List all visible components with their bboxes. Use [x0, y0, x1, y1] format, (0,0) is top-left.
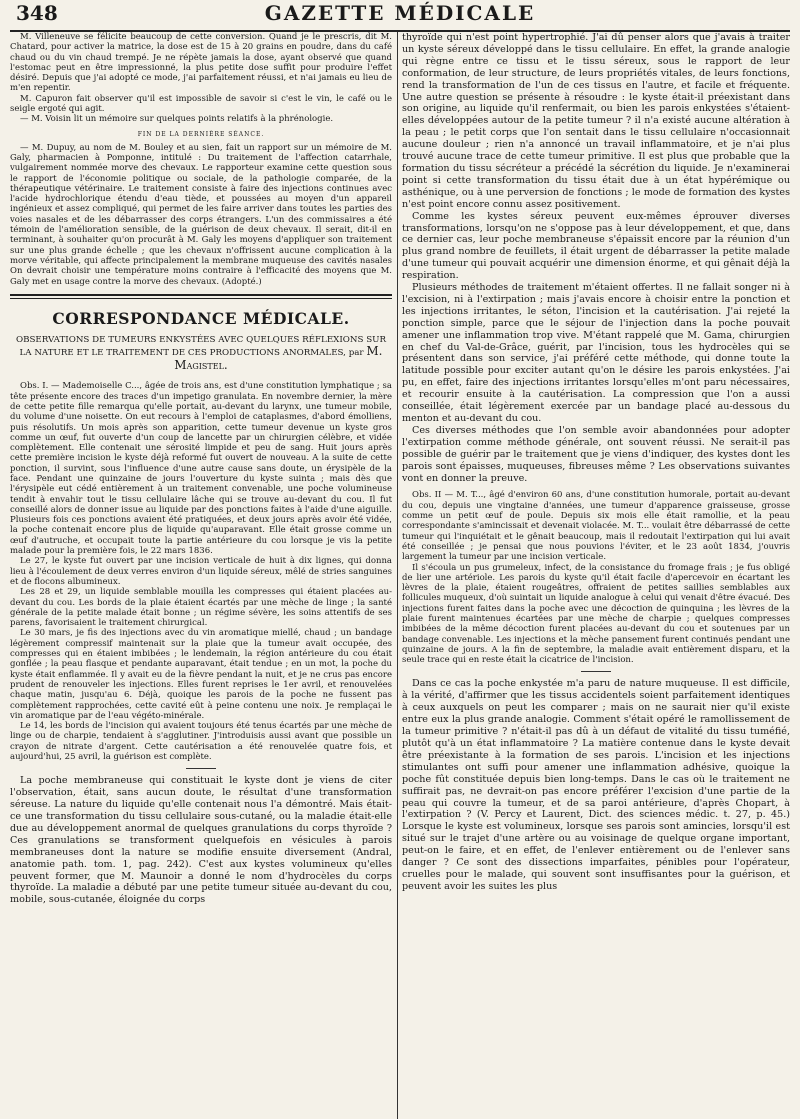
paragraph: Comme les kystes séreux peuvent eux-mêmes éprouver diverses transformations, lorsqu'on ne s'oppose pas à leur développement, et que, dans ce dernier cas, leur poche membraneuse s'épaissit encore par la réunion d'un plus grand nombre de feuillets, il était urgent de débarrasser la petite malade d'une tumeur qui pouvait acquérir une dimension énorme, et qui gênait déjà la respiration.	[402, 210, 790, 282]
columns	[10, 32, 790, 1119]
paragraph: La poche membraneuse qui constituait le kyste dont je viens de citer l'observation, était, sans aucun doute, le résultat d'une transformation séreuse. La nature du liquide qu'elle contenait nous l'a démontré. Mais était-ce une transformation du tissu cellulaire sous-cutané, ou la maladie était-elle due au développement anormal de quelques granulations du corps thyroïde ? Ces granulations se transforment quelquefois en vésicules à parois membraneuses dont la nature se modifie ensuite diversement (Andral, anatomie path. tom. 1, pag. 242). C'est aux kystes volumineux qu'elles peuvent former, que M. Maunoir a donné le nom d'hydrocèles du corps thyroïde. La maladie a débuté par une petite tumeur située au-devant du cou, mobile, sous-cutanée, éloignée du corps	[10, 775, 392, 906]
paragraph: Le 30 mars, je fis des injections avec du vin aromatique miellé, chaud ; un bandage légèrement compressif maintenait sur la plaie que la tumeur avait occupée, des compresses qui en étaient imbibées ; le lendemain, la région antérieure du cou était gonflée ; la peau flasque et pendante auparavant, était tendue ; en un mot, la poche du kyste était enflammée. Il y avait eu de la fièvre pendant la nuit, et je ne crus pas encore prudent de renouveler les injections. Elles furent reprises le 1er avril, et renouvelées chaque matin, jusqu'au 6. Déjà, quoique les parois de la poche ne fussent pas complètement rapprochées, cette cavité eût à peine contenu une noix. Je remplaçai le vin aromatique par de l'eau végéto-minérale.	[10, 628, 392, 721]
right-column	[402, 32, 790, 1119]
paragraph: Obs. I. — Mademoiselle C..., âgée de trois ans, est d'une constitution lymphatique ; sa tête présente encore des traces d'un impetigo granulata. En novembre dernier, la mère de cette petite fille remarqua qu'elle portait, au-devant du larynx, une tumeur mobile, du volume d'une noisette. On eut recours à l'emploi de cataplasmes, d'abord émolliens, puis résolutifs. Un mois après son apparition, cette tumeur devenue un kyste gros comme un œuf, fut ouverte d'un coup de lancette par un chirurgien célèbre, et vidée complètement. Elle contenait une sérosité limpide et peu de sang. Huit jours après cette première incision le kyste déjà reformé fut ouvert de nouveau. A la suite de cette ponction, il survint, sous l'influence d'une autre cause sans doute, un érysipèle de la face. Pendant une quinzaine de jours l'ouverture du kyste suinta ; mais dès que l'érysipèle eut cédé entièrement à un traitement convenable, une poche volumineuse tendit à envahir tout le tissu cellulaire lâche qui se trouve au-devant du cou. Il fut conseillé alors de donner issue au liquide par des ponctions faites à l'aide d'une aiguille. Plusieurs fois ces ponctions avaient été pratiquées, et deux jours après avoir été vidée, la poche contenait encore plus de liquide qu'auparavant. Elle était grosse comme un œuf d'autruche, et occupait toute la partie antérieure du cou lorsque je vis la petite malade pour la première fois, le 22 mars 1836.	[10, 381, 392, 557]
article-title-text: OBSERVATIONS DE TUMEURS ENKYSTÉES AVEC QUELQUES RÉFLEXIONS SUR LA NATURE ET LE TRAITEMENT DE CES PRODUCTIONS ANORMALES, par	[15, 334, 387, 359]
paragraph: M. Villeneuve se félicite beaucoup de cette conversion. Quand je le prescris, dit M. Chatard, pour activer la matrice, la dose est de 15 à 20 grains en poudre, dans du café chaud ou du vin chaud trempé. Je ne répète jamais la dose, ayant observé que quand l'estomac peut en être impressionné, la plus petite dose suffit pour produire l'effet désiré. Depuis que j'ai adopté ce mode, j'ai parfaitement réussi, et n'ai jamais eu lieu de m'en repentir.	[10, 32, 392, 94]
paragraph: Il s'écoula un pus grumeleux, infect, de la consistance du fromage frais ; je fus obligé de lier une artériole. Les parois du kyste qu'il était facile d'apercevoir en écartant les lèvres de la plaie, étaient rougeâtres, offraient de petites saillies semblables aux follicules muqueux, d'où suintait un liquide analogue à celui qui venait d'être évacué. Des injections furent faites dans la poche avec une décoction de quinquina ; les lèvres de la plaie furent maintenues écartées par une mèche de charpie ; quelques compresses imbibées de la même décoction furent placées au-devant du cou et soutenues par un bandage convenable. Les injections et la mèche pansement furent continués pendant une quinzaine de jours. A la fin de septembre, la maladie avait entièrement disparu, et la seule trace qui en reste était la cicatrice de l'incision.	[402, 562, 790, 666]
column-divider	[397, 32, 398, 1119]
paragraph: Ces diverses méthodes que l'on semble avoir abandonnées pour adopter l'extirpation comme méthode générale, ont souvent réussi. Ne serait-il pas possible de guérir par le traitement que je viens d'indiquer, des kystes dont les parois sont épaisses, muqueuses, fibreuses même ? Les observations suivantes vont en donner la preuve.	[402, 424, 790, 484]
section-title: CORRESPONDANCE MÉDICALE.	[52, 308, 350, 328]
section-rule	[10, 298, 392, 299]
paragraph: — M. Voisin lit un mémoire sur quelques points relatifs à la phrénologie.	[20, 114, 334, 125]
divider	[581, 671, 611, 672]
paragraph: Plusieurs méthodes de traitement m'étaient offertes. Il ne fallait songer ni à l'excision, ni à l'extirpation ; mais j'avais encore à choisir entre la ponction et les injections irritantes, le séton, l'incision et la cautérisation. J'ai rejeté la ponction simple, parce que le séjour de l'injection dans la poche pouvait amener une inflammation trop vive. M'étant rappelé que M. Gama, chirurgien en chef du Val-de-Grâce, guérit, par l'incision, tous les hydrocèles qui se présentent dans son service, j'ai préféré cette méthode, qui donne toute la latitude possible pour exciter autant qu'on le désire les parois enkystées. J'ai pu, en effet, faire des injections irritantes lorsqu'elles m'ont paru nécessaires, et recourir ensuite à la cautérisation. La compression que l'on a aussi conseillée, était légèrement exercée par un bandage placé au-dessous du menton et au-devant du cou.	[402, 282, 790, 424]
paragraph: Obs. II — M. T..., âgé d'environ 60 ans, d'une constitution humorale, portait au-devant du cou, depuis une vingtaine d'années, une tumeur d'apparence graisseuse, grosse comme un petit œuf de poule. Depuis six mois elle était ramollie, et la peau correspondante s'amincissait et devenait violacée. M. T... voulait être débarrassé de cette tumeur qui l'inquiétait et le gênait beaucoup, mais il redoutait l'extirpation qui lui avait été conseillée ; je pensai que nous pouvions l'éviter, et le 23 août 1834, j'ouvris largement la tumeur par une incision verticale.	[402, 490, 790, 563]
paragraph: M. Capuron fait observer qu'il est impossible de savoir si c'est le vin, le café ou le seigle ergoté qui agit.	[10, 93, 392, 115]
paragraph: Le 27, le kyste fut ouvert par une incision verticale de huit à dix lignes, qui donna lieu à l'écoulement de deux verres environ d'un liquide séreux, mêlé de stries sanguines et de flocons albumineux.	[10, 556, 392, 587]
paragraph: Les 28 et 29, un liquide semblable mouilla les compresses qui étaient placées au-devant du cou. Les bords de la plaie étaient écartés par une mèche de linge ; la santé générale de la petite malade était bonne ; un régime sévère, les soins attentifs de ses parens, favorisaient le traitement chirurgical.	[10, 587, 392, 629]
section-rule	[10, 294, 392, 296]
paragraph: Le 14, les bords de l'incision qui avaient toujours été tenus écartés par une mèche de linge ou de charpie, tendaient à s'agglutiner. J'introduisis aussi avant que possible un crayon de nitrate d'argent. Cette cautérisation a été renouvelée quatre fois, et aujourd'hui, 25 avril, la guérison est complète.	[10, 721, 392, 763]
paragraph: Dans ce cas la poche enkystée m'a paru de nature muqueuse. Il est difficile, à la vérité, d'affirmer que les tissus accidentels soient parfaitement identiques à ceux auxquels on peut les comparer ; mais on ne saurait nier qu'il existe entre eux la plus grande analogie. Comment s'était opéré le ramollissement de la tumeur primitive ? n'était-il pas dû à un défaut de vitalité du tissu tuméfié, plutôt qu'à un état inflammatoire ? La matière contenue dans le kyste devait être préexistante à la formation de ses parois. L'incision et les injections stimulantes ont suffi pour amener une inflammation adhésive, quoique la poche fût constituée depuis bien long-temps. Dans le cas où le traitement ne suffirait pas, ne devrait-on pas encore préférer l'excision d'une partie de la peau qui couvre la tumeur, et de sa paroi antérieure, d'après Chopart, à l'extirpation ? (V. Percy et Laurent, Dict. des sciences médic. t. 27, p. 45.) Lorsque le kyste est volumineux, lorsque ses parois sont amincies, lorsqu'il est situé sur le trajet d'une artère ou au voisinage de quelque organe important, peut-on le faire, et en effet, de l'enlever entièrement ou de l'enlever sans danger ? Ce sont des dissections imparfaites, pénibles pour l'opérateur, cruelles pour le malade, qui souvent sont insuffisantes pour la guérison, et peuvent avoir les suites les plus	[402, 678, 790, 892]
newspaper-page	[10, 0, 790, 1119]
page-number: 348	[16, 1, 58, 25]
session-end-heading: FIN DE LA DERNIÈRE SÉANCE.	[137, 130, 265, 138]
article-author: M. Magistel.	[174, 344, 383, 372]
divider	[186, 768, 216, 769]
paragraph: — M. Dupuy, au nom de M. Bouley et au sien, fait un rapport sur un mémoire de M. Galy, pharmacien à Pomponne, intitulé : Du traitement de l'affection catarrhale, vulgairement nommée morve des chevaux. Le rapporteur examine cette question sous le rapport de l'économie politique ou sociale, de la pathologie comparée, de la thérapeutique vétérinaire. Le traitement consiste à faire des injections continues avec l'acide hydrochlorique étendu d'eau tiède, et poussées au moyen d'un appareil ingénieux et assez compliqué, qui permet de les faire arriver dans toutes les parties des voies nasales et de les débarrasser des corps étrangers. L'un des commissaires a été témoin de l'amélioration sensible, de la guérison de deux chevaux. Il serait, dit-il en terminant, à souhaiter qu'on procurât à M. Galy les moyens d'appliquer son traitement sur une plus grande échelle ; que les chevaux n'offrissent aucune complication à la morve véritable, qui affecte principalement la membrane muqueuse des cavités nasales On devrait choisir une température moins contraire à l'efficacité des moyens que M. Galy met en usage contre la morve des chevaux. (Adopté.)	[10, 142, 392, 287]
page-header	[10, 0, 790, 32]
paragraph: thyroïde qui n'est point hypertrophié. J'ai dû penser alors que j'avais à traiter un kyste séreux développé dans le tissu cellulaire. En effet, la grande analogie qui règne entre ce tissu et le tissu séreux, sous le rapport de leur conformation, de leur structure, de leurs propriétés vitales, de leurs fonctions, rend la transformation de l'un de ces tissus en l'autre, et facile et fréquente. Une autre question se présente à résoudre : le kyste était-il préexistant dans son origine, au liquide qu'il renfermait, ou bien les parois enkystées s'étaient-elles développées autour de la petite tumeur ? il n'a existé aucune altération à la peau ; le petit corps que l'on sentait dans le tissu cellulaire n'occasionnait aucune douleur ; rien n'a annoncé un travail inflammatoire, et je n'ai plus trouvé aucune trace de cette tumeur primitive. Il est plus que probable que la formation du tissu sécréteur a précédé la sécrétion du liquide. Je n'examinerai point si cette transformation du tissu était due à un état hypérémique ou asthénique, ou à une perversion de fonctions ; le mode de formation des kystes n'est point encore connu assez positivement.	[402, 32, 790, 210]
journal-title: GAZETTE MÉDICALE	[264, 1, 536, 25]
left-column	[10, 32, 392, 1119]
article-title	[10, 335, 392, 374]
